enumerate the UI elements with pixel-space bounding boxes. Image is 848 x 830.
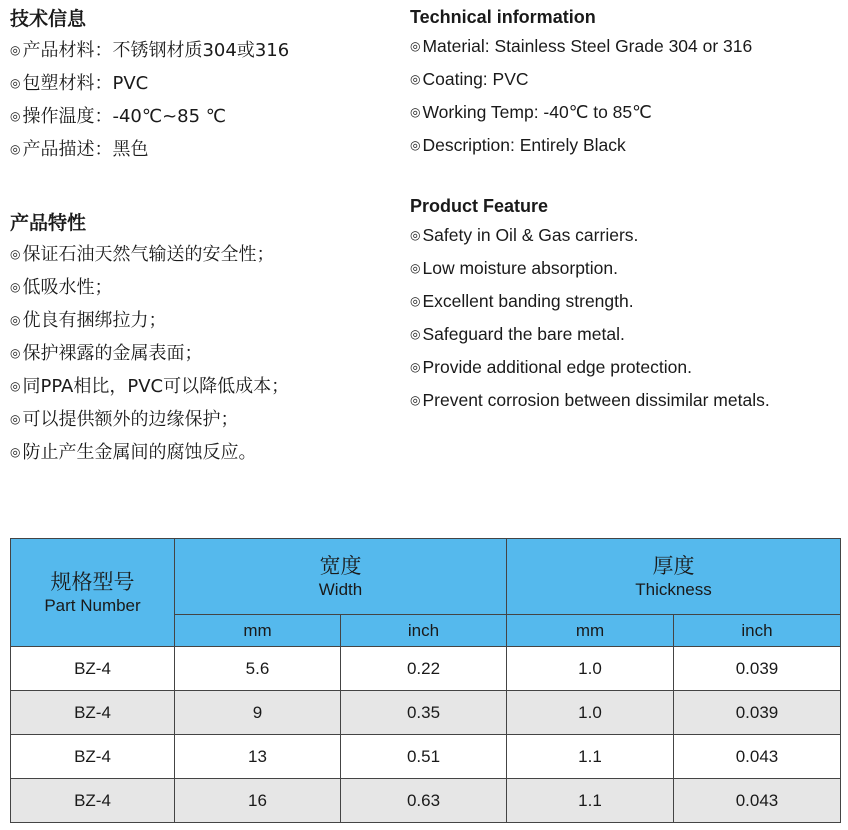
table-header-row — [11, 539, 841, 615]
table-cell: BZ-4 — [11, 691, 175, 735]
table-cell: 1.0 — [507, 691, 674, 735]
list-item: ◎ 同PPA相比，PVC可以降低成本； — [10, 376, 290, 397]
width-header: 宽度 Width — [175, 539, 507, 615]
list-item: ◎ Working Temp: -40℃ to 85℃ — [410, 102, 652, 122]
list-item: ◎ 低吸水性； — [10, 277, 113, 298]
unit-header: mm — [507, 615, 674, 647]
bullet-icon: ◎ — [410, 72, 421, 86]
tech-info-list-en — [410, 30, 840, 162]
table-cell: 0.35 — [341, 691, 507, 735]
table-cell: 0.51 — [341, 735, 507, 779]
part-number-header: 规格型号 Part Number — [11, 539, 175, 647]
list-item: ◎ Safety in Oil & Gas carriers. — [410, 225, 639, 245]
tech-info-heading-zh: 技术信息 — [10, 8, 87, 30]
list-item: ◎ Coating: PVC — [410, 69, 529, 89]
list-item: ◎ 防止产生金属间的腐蚀反应。 — [10, 442, 257, 463]
unit-header: inch — [341, 615, 507, 647]
table-cell: 1.0 — [507, 647, 674, 691]
tech-info-heading-en: Technical information — [410, 7, 596, 27]
list-item: ◎ Description: Entirely Black — [410, 135, 626, 155]
table-cell: 1.1 — [507, 735, 674, 779]
list-item: ◎ 包塑材料：PVC — [10, 73, 149, 94]
table-cell: BZ-4 — [11, 647, 175, 691]
bullet-icon: ◎ — [10, 379, 21, 393]
bullet-icon: ◎ — [410, 39, 421, 53]
bullet-icon: ◎ — [10, 412, 21, 426]
list-item: ◎ Excellent banding strength. — [410, 291, 634, 311]
bullet-icon: ◎ — [410, 228, 421, 242]
bullet-icon: ◎ — [10, 43, 21, 57]
table-cell: 5.6 — [175, 647, 341, 691]
table-cell: 0.039 — [674, 691, 841, 735]
bullet-icon: ◎ — [10, 280, 21, 294]
table-row — [11, 779, 841, 823]
bullet-icon: ◎ — [10, 445, 21, 459]
feature-list-zh — [10, 238, 400, 469]
list-item: ◎ 可以提供额外的边缘保护； — [10, 409, 239, 430]
bullet-icon: ◎ — [10, 346, 21, 360]
feature-heading-zh: 产品特性 — [10, 212, 87, 234]
list-item: ◎ Prevent corrosion between dissimilar metals. — [410, 390, 770, 410]
table-row — [11, 647, 841, 691]
tech-info-list-zh — [10, 34, 400, 166]
bullet-icon: ◎ — [410, 393, 421, 407]
table-cell: BZ-4 — [11, 735, 175, 779]
table-row — [11, 691, 841, 735]
table-cell: 1.1 — [507, 779, 674, 823]
table-cell: 16 — [175, 779, 341, 823]
feature-list-en — [410, 219, 840, 417]
list-item: ◎ Safeguard the bare metal. — [410, 324, 625, 344]
list-item: ◎ 产品材料：不锈钢材质304或316 — [10, 40, 290, 61]
bullet-icon: ◎ — [410, 360, 421, 374]
table-cell: 13 — [175, 735, 341, 779]
bullet-icon: ◎ — [10, 76, 21, 90]
list-item: ◎ 操作温度：-40℃~85 ℃ — [10, 106, 227, 127]
unit-header: mm — [175, 615, 341, 647]
bullet-icon: ◎ — [10, 109, 21, 123]
table-cell: 0.043 — [674, 779, 841, 823]
table-cell: 9 — [175, 691, 341, 735]
list-item: ◎ 保证石油天然气输送的安全性； — [10, 244, 275, 265]
bullet-icon: ◎ — [10, 142, 21, 156]
list-item: ◎ 产品描述：黑色 — [10, 139, 149, 160]
list-item: ◎ Provide additional edge protection. — [410, 357, 692, 377]
bullet-icon: ◎ — [410, 327, 421, 341]
table-cell: 0.22 — [341, 647, 507, 691]
chinese-column — [10, 4, 400, 469]
table-cell: 0.039 — [674, 647, 841, 691]
bullet-icon: ◎ — [410, 261, 421, 275]
unit-header: inch — [674, 615, 841, 647]
list-item: ◎ 优良有捆绑拉力； — [10, 310, 167, 331]
bullet-icon: ◎ — [10, 313, 21, 327]
english-column — [410, 4, 840, 417]
list-item: ◎ Material: Stainless Steel Grade 304 or 316 — [410, 36, 753, 56]
bullet-icon: ◎ — [410, 294, 421, 308]
list-item: ◎ 保护裸露的金属表面； — [10, 343, 203, 364]
table-cell: 0.63 — [341, 779, 507, 823]
bullet-icon: ◎ — [10, 247, 21, 261]
table-cell: BZ-4 — [11, 779, 175, 823]
bullet-icon: ◎ — [410, 138, 421, 152]
spec-table — [10, 538, 841, 823]
list-item: ◎ Low moisture absorption. — [410, 258, 619, 278]
table-row — [11, 735, 841, 779]
feature-heading-en: Product Feature — [410, 196, 549, 216]
table-cell: 0.043 — [674, 735, 841, 779]
bullet-icon: ◎ — [410, 105, 421, 119]
thickness-header: 厚度 Thickness — [507, 539, 841, 615]
